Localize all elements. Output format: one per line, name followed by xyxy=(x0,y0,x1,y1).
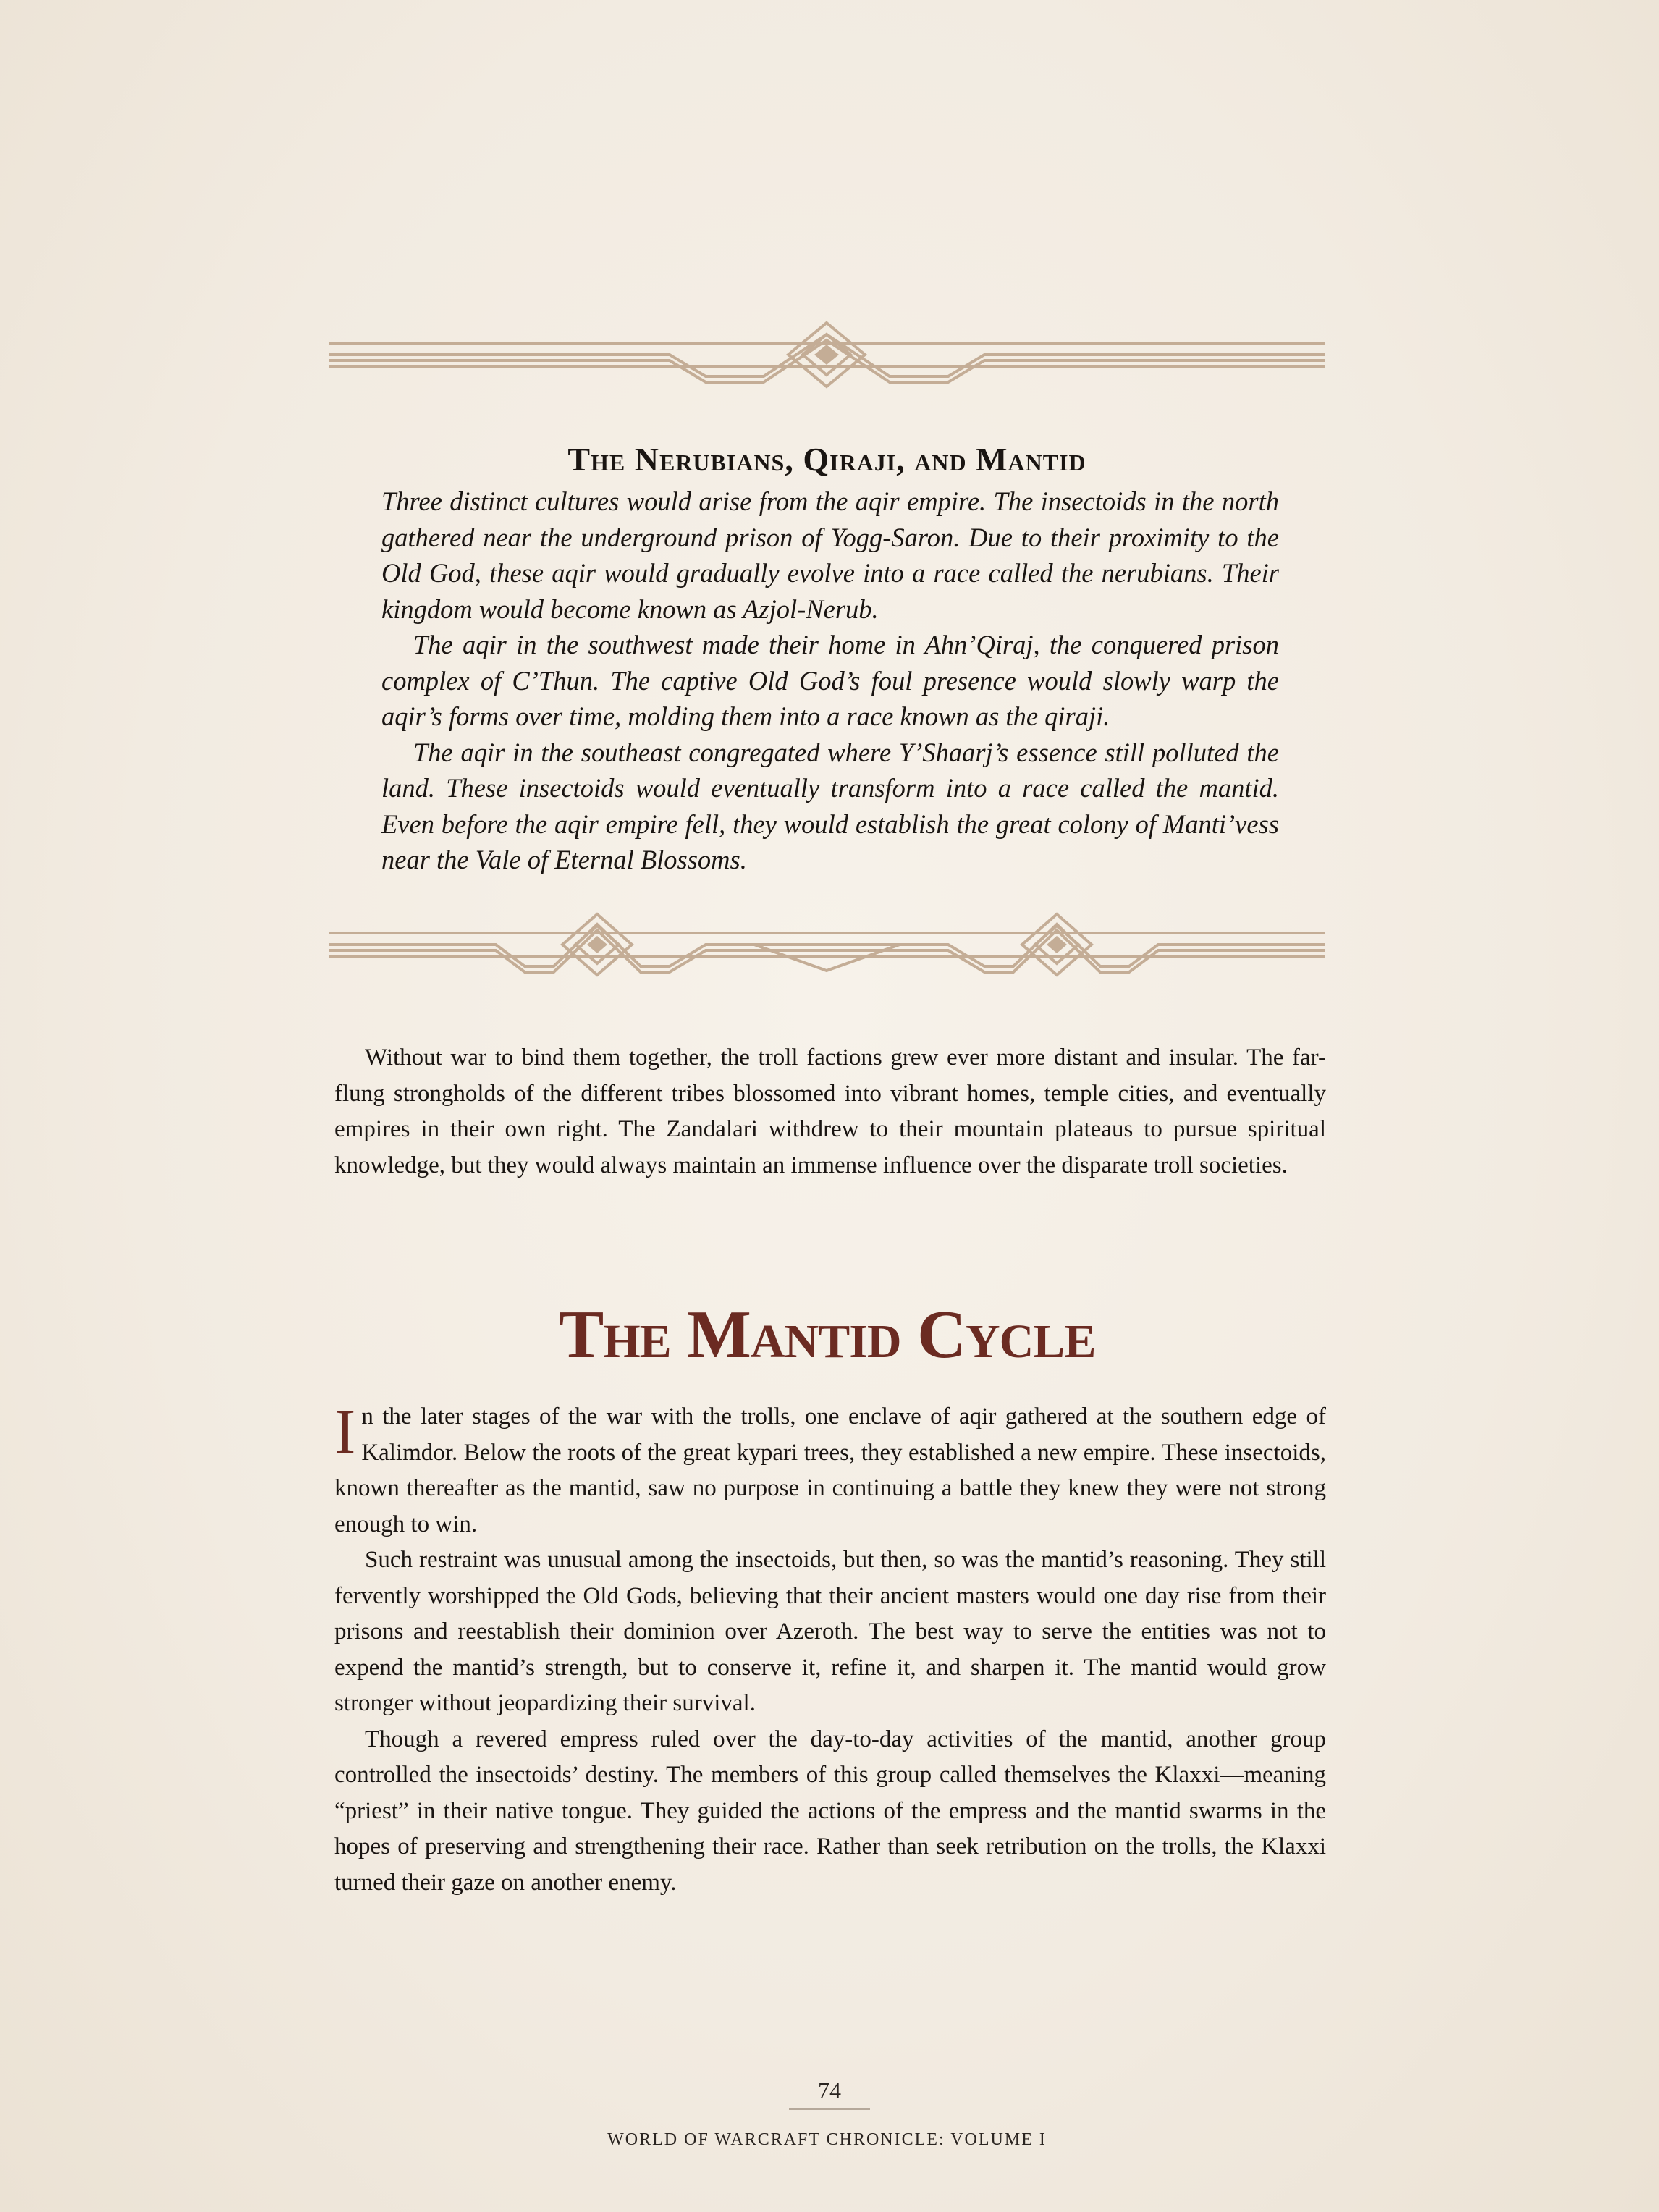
drop-cap: I xyxy=(334,1397,356,1467)
main-paragraph: Such restraint was unusual among the insectoids, but then, so was the mantid’s reasoning. They still fervently worshipped the Old Gods, believing that their ancient masters would one day rise from their prisons and reestablish their dominion over Azeroth. The best way to serve the entities was not to expend the mantid’s strength, but to conserve it, refine it, and sharpen it. The mantid would grow stronger without jeopardizing their survival. xyxy=(334,1547,1326,1716)
main-body xyxy=(334,1399,1326,1901)
top-ornament-divider xyxy=(329,318,1325,391)
sidebar-paragraph: Three distinct cultures would arise from the aqir empire. The insectoids in the north gathered near the underground prison of Yogg-Saron. Due to their proximity to the Old God, these aqir would gradually evolve into a race called the nerubians. Their kingdom would become known as Azjol-Nerub. xyxy=(381,486,1279,624)
sidebar-paragraph: The aqir in the southwest made their home in Ahn’Qiraj, the conquered prison complex of C’Thun. The captive Old God’s foul presence would slowly warp the aqir’s forms over time, molding them into a race known as the qiraji. xyxy=(381,630,1279,731)
first-paragraph-text: n the later stages of the war with the trolls, one enclave of aqir gathered at the southern edge of Kalimdor. Below the roots of the great kypari trees, they established a new empire. These insectoids, known thereafter as the mantid, saw no purpose in continuing a battle they knew they were not strong enough to win. xyxy=(334,1403,1326,1537)
page-number: 74 xyxy=(818,2077,841,2103)
sidebar-body xyxy=(381,484,1279,878)
page-number-rule xyxy=(789,2108,870,2110)
intro-paragraph: Without war to bind them together, the troll factions grew ever more distant and insular. The far-flung strongholds of the different tribes blossomed into vibrant homes, temple cities, and eventually empires in their own right. The Zandalari withdrew to their mountain plateaus to pursue spiritual knowledge, but they would always maintain an immense influence over the disparate troll societies. xyxy=(334,1044,1326,1178)
main-paragraph xyxy=(334,1399,1326,1542)
bottom-ornament-divider xyxy=(329,908,1325,981)
intro-text xyxy=(334,1040,1326,1183)
running-footer: WORLD OF WARCRAFT CHRONICLE: VOLUME I xyxy=(607,2130,1047,2149)
sidebar-title: The Nerubians, Qiraji, and Mantid xyxy=(567,441,1086,478)
main-paragraph: Though a revered empress ruled over the day-to-day activities of the mantid, another group controlled the insectoids’ destiny. The members of this group called themselves the Klaxxi—meaning “priest” in their native tongue. They guided the actions of the empress and the mantid swarms in the hopes of preserving and strengthening their race. Rather than seek retribution on the trolls, the Klaxxi turned their gaze on another enemy. xyxy=(334,1726,1326,1896)
section-title: The Mantid Cycle xyxy=(558,1297,1096,1372)
sidebar-paragraph: The aqir in the southeast congregated where Y’Shaarj’s essence still polluted the land. These insectoids would eventually transform into a race called the mantid. Even before the aqir empire fell, they would establish the great colony of Manti’vess near the Vale of Eternal Blossoms. xyxy=(381,737,1279,874)
